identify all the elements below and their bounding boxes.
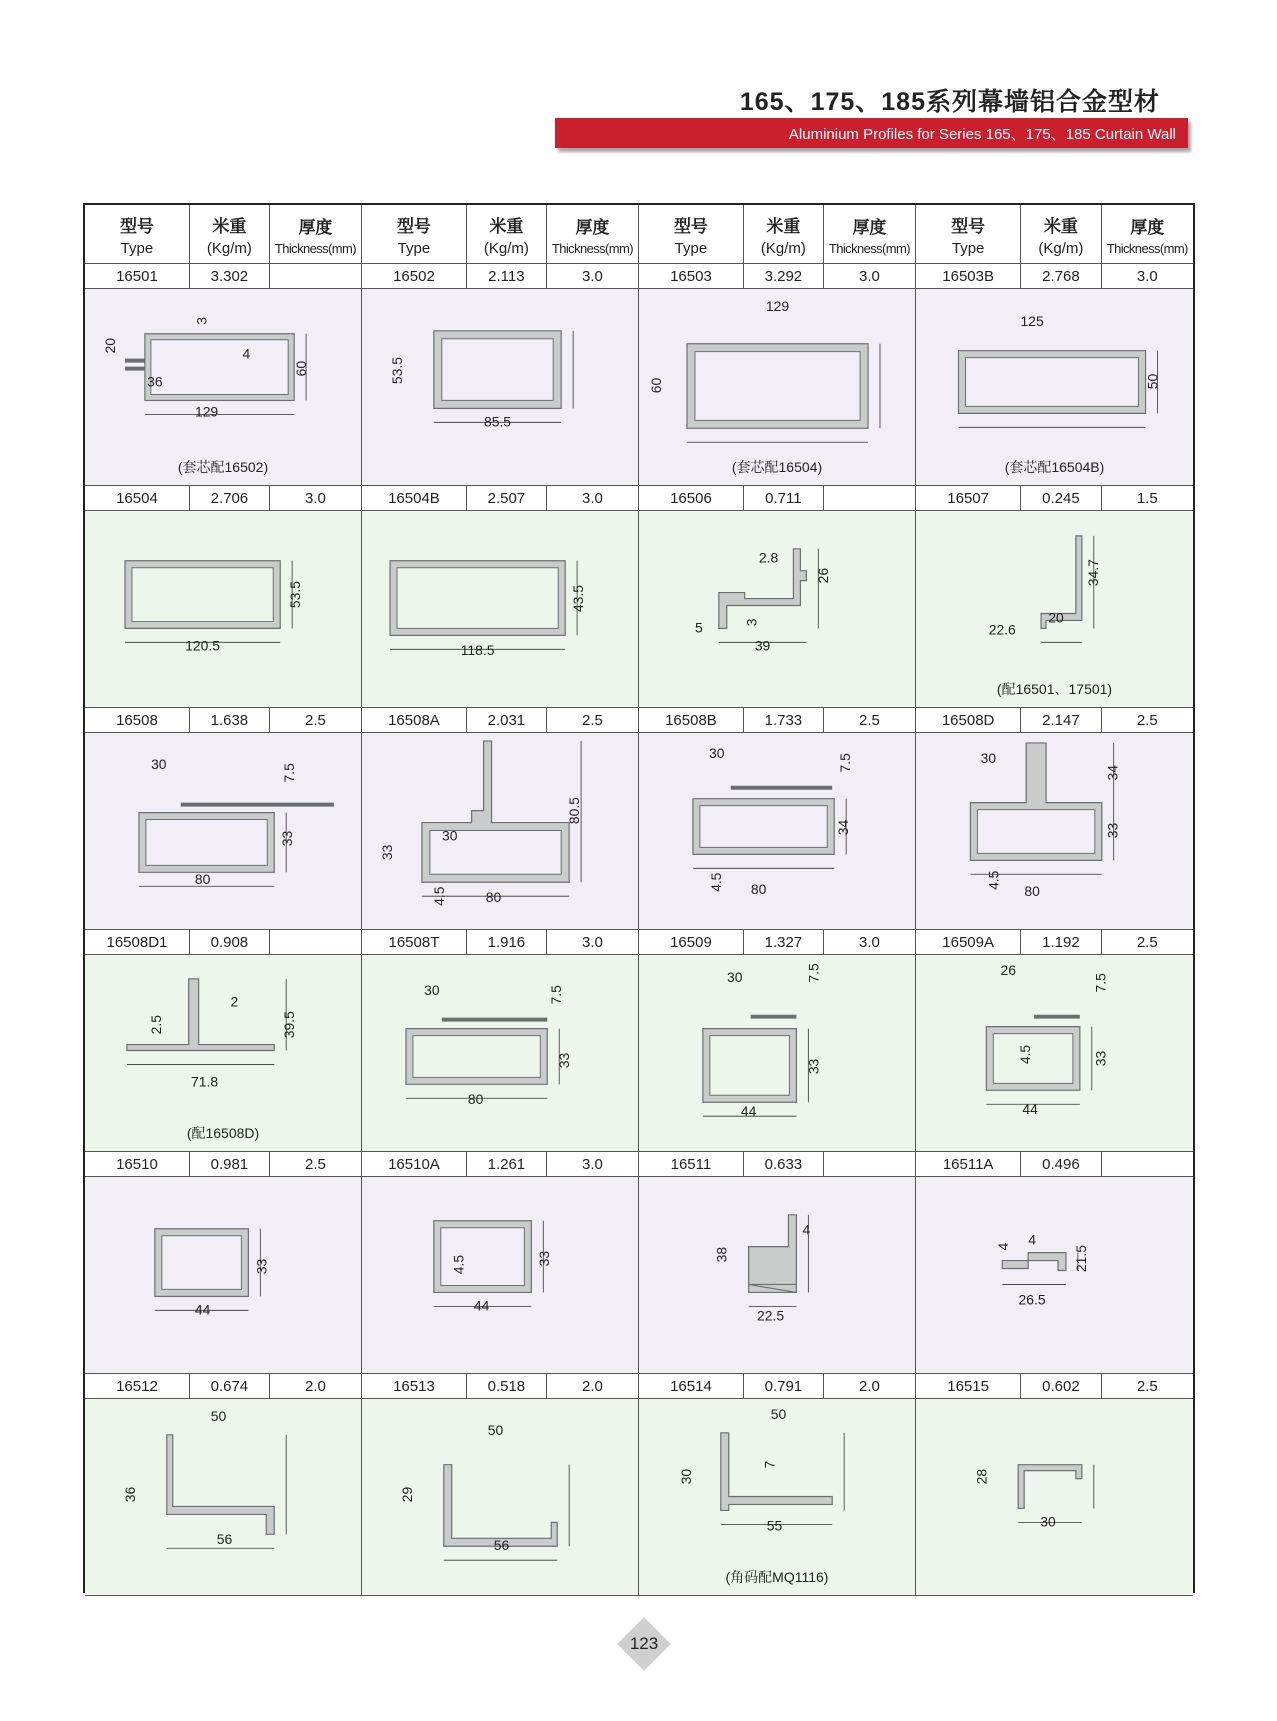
spec-row bbox=[362, 486, 639, 511]
thickness-cell: 2.0 bbox=[582, 1377, 603, 1395]
type-cell: 16508D1 bbox=[85, 930, 190, 954]
thickness-cell bbox=[824, 1152, 915, 1176]
dimension-label: 30 bbox=[424, 981, 440, 998]
thickness-cell bbox=[824, 486, 915, 510]
weight-cell: 2.147 bbox=[1021, 708, 1101, 732]
dimension-label: 80 bbox=[750, 881, 767, 898]
dimension-label: 80.5 bbox=[566, 797, 583, 825]
dimension-label: 80 bbox=[1024, 883, 1040, 900]
spec-row bbox=[916, 1152, 1193, 1177]
spec-row bbox=[639, 486, 916, 511]
dimension-label: 30 bbox=[677, 1468, 694, 1485]
dimension-label: 22.6 bbox=[988, 621, 1016, 638]
dimension-label: 30 bbox=[1040, 1513, 1056, 1530]
type-cell: 16508A bbox=[362, 708, 467, 732]
profile-figure-cell bbox=[85, 511, 362, 708]
profile-section-shape bbox=[167, 1435, 274, 1534]
spec-row bbox=[639, 708, 916, 733]
dimension-label: 30 bbox=[151, 755, 167, 772]
spec-row bbox=[362, 1152, 639, 1177]
thickness-cell: 3.0 bbox=[582, 489, 603, 507]
dimension-label: 80 bbox=[467, 1091, 484, 1108]
dimension-label: 125 bbox=[1020, 312, 1044, 329]
weight-header: 米重 (Kg/m) bbox=[744, 205, 824, 263]
dimension-label: 3 bbox=[743, 618, 760, 627]
spec-row bbox=[85, 264, 362, 289]
type-cell: 16513 bbox=[362, 1374, 467, 1398]
spec-row bbox=[916, 708, 1193, 733]
profile-drawing bbox=[916, 955, 1193, 1151]
weight-cell: 2.113 bbox=[467, 264, 547, 288]
profile-drawing bbox=[639, 955, 915, 1151]
profile-figure-cell bbox=[85, 1399, 362, 1596]
profile-drawing bbox=[362, 733, 638, 929]
dimension-label: 44 bbox=[194, 1301, 211, 1318]
spec-row bbox=[362, 708, 639, 733]
thickness-cell bbox=[270, 930, 361, 954]
profile-figure-cell bbox=[639, 511, 916, 708]
dimension-label: 4.5 bbox=[707, 872, 724, 892]
weight-cell: 1.733 bbox=[744, 708, 824, 732]
profile-drawing bbox=[639, 733, 915, 929]
page-title-en: Aluminium Profiles for Series 165、175、185 Curtain Wall bbox=[788, 126, 1176, 143]
profile-figure-cell bbox=[916, 511, 1193, 708]
dimension-label: 3 bbox=[193, 316, 210, 325]
weight-header: 米重 (Kg/m) bbox=[1021, 205, 1101, 263]
dimension-label: 129 bbox=[194, 403, 219, 420]
dimension-label: 56 bbox=[493, 1537, 510, 1554]
profile-drawing bbox=[639, 1399, 915, 1595]
dimension-label: 60 bbox=[648, 377, 665, 394]
weight-cell: 2.031 bbox=[467, 708, 547, 732]
type-cell: 16501 bbox=[85, 264, 190, 288]
dimension-label: 39 bbox=[754, 637, 771, 654]
dimension-label: 4.5 bbox=[985, 870, 1002, 890]
dimension-label: 22.5 bbox=[756, 1307, 785, 1324]
spec-row bbox=[916, 264, 1193, 289]
profile-figure-cell bbox=[85, 733, 362, 930]
profile-cavity bbox=[146, 820, 267, 866]
spec-row bbox=[85, 1374, 362, 1399]
type-cell: 16512 bbox=[85, 1374, 190, 1398]
profile-drawing bbox=[916, 733, 1193, 929]
spec-row bbox=[916, 1374, 1193, 1399]
thickness-header: 厚度 Thickness(mm) bbox=[1106, 217, 1188, 256]
profile-figure-cell bbox=[362, 733, 639, 930]
type-cell: 16508B bbox=[639, 708, 744, 732]
dimension-label: 7.5 bbox=[548, 985, 565, 1005]
dimension-label: 33 bbox=[1092, 1050, 1109, 1067]
dimension-label: 53.5 bbox=[287, 581, 304, 609]
type-cell: 16509 bbox=[639, 930, 744, 954]
thickness-cell bbox=[1102, 1152, 1193, 1176]
weight-cell: 0.908 bbox=[190, 930, 270, 954]
profile-drawing bbox=[639, 1177, 915, 1373]
dimension-label: 34 bbox=[1104, 765, 1121, 781]
type-cell: 16511 bbox=[639, 1152, 744, 1176]
type-cell: 16503B bbox=[916, 264, 1021, 288]
thickness-cell: 2.5 bbox=[1136, 933, 1158, 951]
weight-cell: 2.768 bbox=[1021, 264, 1101, 288]
dimension-label: 4 bbox=[802, 1221, 811, 1238]
thickness-cell: 3.0 bbox=[859, 933, 880, 951]
type-cell: 16508T bbox=[362, 930, 467, 954]
dimension-label: 85.5 bbox=[483, 413, 512, 430]
dimension-label: 20 bbox=[1048, 609, 1064, 626]
weight-cell: 0.496 bbox=[1021, 1152, 1101, 1176]
profile-drawing bbox=[362, 1177, 638, 1373]
profile-catalog-table bbox=[83, 203, 1195, 1593]
type-cell: 16508D bbox=[916, 708, 1021, 732]
dimension-label: 2.5 bbox=[147, 1014, 164, 1035]
thickness-cell: 3.0 bbox=[582, 1155, 603, 1173]
type-cell: 16510 bbox=[85, 1152, 190, 1176]
profile-figure-cell bbox=[916, 1399, 1193, 1596]
spec-row bbox=[639, 1152, 916, 1177]
dimension-label: 33 bbox=[536, 1250, 553, 1267]
dimension-label: 43.5 bbox=[570, 585, 587, 613]
figure-note: (套芯配16502) bbox=[177, 459, 269, 475]
profile-figure-cell bbox=[362, 511, 639, 708]
column-header-group bbox=[362, 205, 639, 264]
profile-section-shape bbox=[1002, 1253, 1066, 1271]
dimension-label: 26 bbox=[1000, 961, 1016, 978]
spec-row bbox=[85, 486, 362, 511]
thickness-cell: 1.5 bbox=[1136, 489, 1158, 507]
profile-drawing bbox=[85, 511, 361, 707]
spec-row bbox=[362, 264, 639, 289]
dimension-label: 36 bbox=[147, 373, 163, 390]
thickness-cell: 3.0 bbox=[582, 267, 603, 285]
column-header-group bbox=[916, 205, 1193, 264]
profile-figure-cell bbox=[639, 733, 916, 930]
dimension-label: 4 bbox=[995, 1242, 1012, 1251]
profile-figure-cell bbox=[916, 955, 1193, 1152]
profile-cavity bbox=[700, 806, 827, 848]
spec-row bbox=[916, 486, 1193, 511]
spec-row bbox=[639, 264, 916, 289]
dimension-label: 21.5 bbox=[1072, 1245, 1089, 1273]
profile-drawing bbox=[362, 955, 638, 1151]
dimension-label: 4 bbox=[1028, 1231, 1036, 1248]
weight-cell: 1.192 bbox=[1021, 930, 1101, 954]
dimension-label: 2.8 bbox=[758, 549, 779, 566]
thickness-cell: 2.0 bbox=[859, 1377, 880, 1395]
profile-section-shape bbox=[444, 1465, 557, 1547]
figure-note: (配16501、17501) bbox=[996, 681, 1113, 697]
profile-drawing bbox=[85, 1177, 361, 1373]
profile-cavity bbox=[162, 1236, 242, 1290]
dimension-label: 30 bbox=[726, 968, 743, 985]
dimension-label: 33 bbox=[1104, 822, 1121, 839]
dimension-label: 30 bbox=[442, 827, 458, 844]
weight-header: 米重 (Kg/m) bbox=[467, 205, 547, 263]
dimension-label: 28 bbox=[973, 1468, 990, 1485]
spec-row bbox=[85, 1152, 362, 1177]
thickness-cell: 2.5 bbox=[1136, 1377, 1158, 1395]
thickness-cell: 2.5 bbox=[859, 711, 880, 729]
profile-drawing bbox=[85, 955, 361, 1151]
weight-cell: 1.327 bbox=[744, 930, 824, 954]
thickness-cell: 2.5 bbox=[305, 711, 326, 729]
dimension-label: 5 bbox=[695, 619, 703, 636]
weight-cell: 3.292 bbox=[744, 264, 824, 288]
profile-cavity bbox=[965, 358, 1138, 407]
dimension-label: 29 bbox=[398, 1486, 415, 1503]
dimension-label: 118.5 bbox=[460, 642, 495, 659]
weight-cell: 0.633 bbox=[744, 1152, 824, 1176]
thickness-cell: 2.5 bbox=[582, 711, 603, 729]
dimension-label: 30 bbox=[980, 749, 997, 766]
figure-note: (套芯配16504B) bbox=[1004, 459, 1105, 475]
spec-row bbox=[916, 930, 1193, 955]
dimension-label: 33 bbox=[379, 844, 396, 861]
column-header-group bbox=[85, 205, 362, 264]
profile-drawing bbox=[916, 1177, 1193, 1373]
profile-figure-cell bbox=[362, 1177, 639, 1374]
thickness-cell: 3.0 bbox=[582, 933, 603, 951]
profile-figure-cell bbox=[85, 955, 362, 1152]
thickness-cell: 2.5 bbox=[1136, 711, 1158, 729]
profile-cavity bbox=[413, 1036, 540, 1078]
profile-cavity bbox=[397, 568, 558, 629]
figure-note: (角码配MQ1116) bbox=[725, 1569, 829, 1585]
profile-cavity bbox=[977, 810, 1094, 854]
thickness-cell: 3.0 bbox=[305, 489, 326, 507]
type-header: 型号 Type bbox=[85, 205, 190, 263]
profile-drawing bbox=[639, 511, 915, 707]
profile-drawing bbox=[85, 733, 361, 929]
page-number-badge bbox=[617, 1617, 671, 1671]
thickness-header: 厚度 Thickness(mm) bbox=[828, 217, 910, 256]
weight-cell: 0.602 bbox=[1021, 1374, 1101, 1398]
thickness-cell bbox=[270, 264, 361, 288]
spec-row bbox=[362, 1374, 639, 1399]
dimension-label: 26.5 bbox=[1018, 1291, 1046, 1308]
dimension-label: 50 bbox=[1144, 373, 1161, 390]
dimension-label: 20 bbox=[102, 337, 119, 354]
dimension-label: 71.8 bbox=[191, 1073, 219, 1090]
type-cell: 16510A bbox=[362, 1152, 467, 1176]
dimension-label: 129 bbox=[765, 297, 790, 314]
weight-cell: 1.916 bbox=[467, 930, 547, 954]
dimension-label: 4.5 bbox=[450, 1254, 467, 1275]
profile-figure-cell bbox=[85, 1177, 362, 1374]
type-cell: 16502 bbox=[362, 264, 467, 288]
type-cell: 16508 bbox=[85, 708, 190, 732]
dimension-label: 4 bbox=[242, 345, 251, 362]
dimension-label: 36 bbox=[121, 1486, 138, 1503]
dimension-label: 39.5 bbox=[281, 1011, 298, 1039]
profile-figure-cell bbox=[639, 955, 916, 1152]
dimension-label: 33 bbox=[556, 1052, 573, 1069]
dimension-label: 33 bbox=[279, 830, 296, 847]
dimension-label: 2 bbox=[230, 993, 239, 1010]
profile-figure-cell bbox=[85, 289, 362, 486]
weight-cell: 2.507 bbox=[467, 486, 547, 510]
dimension-label: 7.5 bbox=[281, 763, 298, 783]
weight-cell: 0.674 bbox=[190, 1374, 270, 1398]
profile-figure-cell bbox=[362, 289, 639, 486]
type-cell: 16504B bbox=[362, 486, 467, 510]
dimension-label: 26 bbox=[815, 567, 832, 584]
weight-header: 米重 (Kg/m) bbox=[190, 205, 270, 263]
type-cell: 16506 bbox=[639, 486, 744, 510]
profile-figure-cell bbox=[362, 1399, 639, 1596]
thickness-cell: 2.0 bbox=[305, 1377, 326, 1395]
dimension-label: 33 bbox=[805, 1058, 822, 1075]
dimension-label: 80 bbox=[194, 871, 211, 888]
weight-cell: 3.302 bbox=[190, 264, 270, 288]
profile-figure-cell bbox=[916, 733, 1193, 930]
thickness-cell: 3.0 bbox=[1136, 267, 1158, 285]
profile-figure-cell bbox=[639, 1399, 916, 1596]
type-cell: 16507 bbox=[916, 486, 1021, 510]
dimension-label: 30 bbox=[709, 744, 725, 761]
dimension-label: 50 bbox=[210, 1407, 227, 1424]
profile-drawing bbox=[85, 1399, 361, 1595]
dimension-label: 50 bbox=[487, 1421, 504, 1438]
type-cell: 16515 bbox=[916, 1374, 1021, 1398]
profile-drawing bbox=[639, 289, 915, 485]
profile-figure-cell bbox=[639, 1177, 916, 1374]
profile-cavity bbox=[442, 339, 553, 401]
profile-cavity bbox=[710, 1036, 790, 1096]
profile-section-shape bbox=[749, 1215, 797, 1293]
dimension-label: 53.5 bbox=[389, 357, 405, 385]
dimension-label: 7.5 bbox=[805, 963, 822, 983]
profile-drawing bbox=[916, 511, 1193, 707]
page-title-cn: 165、175、185系列幕墙铝合金型材 bbox=[739, 88, 1160, 116]
dimension-label: 44 bbox=[1022, 1101, 1038, 1118]
profile-drawing bbox=[362, 1399, 638, 1595]
dimension-label: 56 bbox=[216, 1531, 233, 1548]
profile-cavity bbox=[151, 340, 288, 395]
figure-note: (套芯配16504) bbox=[731, 459, 823, 475]
profile-drawing bbox=[362, 289, 638, 485]
weight-cell: 0.711 bbox=[744, 486, 824, 510]
profile-figure-cell bbox=[916, 1177, 1193, 1374]
profile-section-shape bbox=[721, 1433, 832, 1511]
profile-section-shape bbox=[1018, 1465, 1082, 1509]
weight-cell: 0.791 bbox=[744, 1374, 824, 1398]
dimension-label: 60 bbox=[293, 360, 310, 377]
profile-cavity bbox=[132, 568, 273, 622]
dimension-label: 34.7 bbox=[1084, 559, 1101, 587]
profile-drawing bbox=[916, 289, 1193, 485]
dimension-label: 44 bbox=[473, 1297, 490, 1314]
profile-drawing bbox=[85, 289, 361, 485]
weight-cell: 0.981 bbox=[190, 1152, 270, 1176]
type-header: 型号 Type bbox=[916, 205, 1021, 263]
spec-row bbox=[362, 930, 639, 955]
spec-row bbox=[639, 1374, 916, 1399]
spec-row bbox=[85, 930, 362, 955]
profile-drawing bbox=[916, 1399, 1193, 1595]
page-number: 123 bbox=[629, 1634, 659, 1653]
profile-drawing bbox=[362, 511, 638, 707]
weight-cell: 1.638 bbox=[190, 708, 270, 732]
dimension-label: 38 bbox=[713, 1246, 730, 1263]
dimension-label: 33 bbox=[253, 1258, 270, 1275]
dimension-label: 50 bbox=[770, 1405, 787, 1422]
type-cell: 16514 bbox=[639, 1374, 744, 1398]
weight-cell: 1.261 bbox=[467, 1152, 547, 1176]
spec-row bbox=[639, 930, 916, 955]
profile-figure-cell bbox=[639, 289, 916, 486]
weight-cell: 0.245 bbox=[1021, 486, 1101, 510]
dimension-label: 55 bbox=[766, 1517, 783, 1534]
dimension-label: 7.5 bbox=[837, 753, 854, 773]
type-header: 型号 Type bbox=[639, 205, 744, 263]
spec-row bbox=[85, 708, 362, 733]
dimension-label: 4.5 bbox=[430, 886, 447, 906]
profile-section-shape bbox=[127, 979, 274, 1051]
type-header: 型号 Type bbox=[362, 205, 467, 263]
dimension-label: 7 bbox=[761, 1460, 778, 1469]
dimension-label: 80 bbox=[485, 889, 502, 906]
type-cell: 16504 bbox=[85, 486, 190, 510]
type-cell: 16503 bbox=[639, 264, 744, 288]
thickness-cell: 2.5 bbox=[305, 1155, 326, 1173]
weight-cell: 2.706 bbox=[190, 486, 270, 510]
dimension-label: 4.5 bbox=[1017, 1044, 1034, 1065]
dimension-label: 34 bbox=[835, 819, 852, 836]
figure-note: (配16508D) bbox=[186, 1125, 260, 1141]
title-banner bbox=[555, 118, 1188, 148]
profile-figure-cell bbox=[362, 955, 639, 1152]
type-cell: 16509A bbox=[916, 930, 1021, 954]
thickness-header: 厚度 Thickness(mm) bbox=[274, 217, 356, 256]
dimension-label: 44 bbox=[740, 1103, 757, 1120]
weight-cell: 0.518 bbox=[467, 1374, 547, 1398]
column-header-group bbox=[639, 205, 916, 264]
profile-cavity bbox=[695, 352, 860, 421]
thickness-cell: 3.0 bbox=[859, 267, 880, 285]
dimension-label: 120.5 bbox=[185, 637, 221, 654]
profile-figure-cell bbox=[916, 289, 1193, 486]
type-cell: 16511A bbox=[916, 1152, 1021, 1176]
thickness-header: 厚度 Thickness(mm) bbox=[551, 217, 633, 256]
dimension-label: 7.5 bbox=[1092, 973, 1109, 993]
